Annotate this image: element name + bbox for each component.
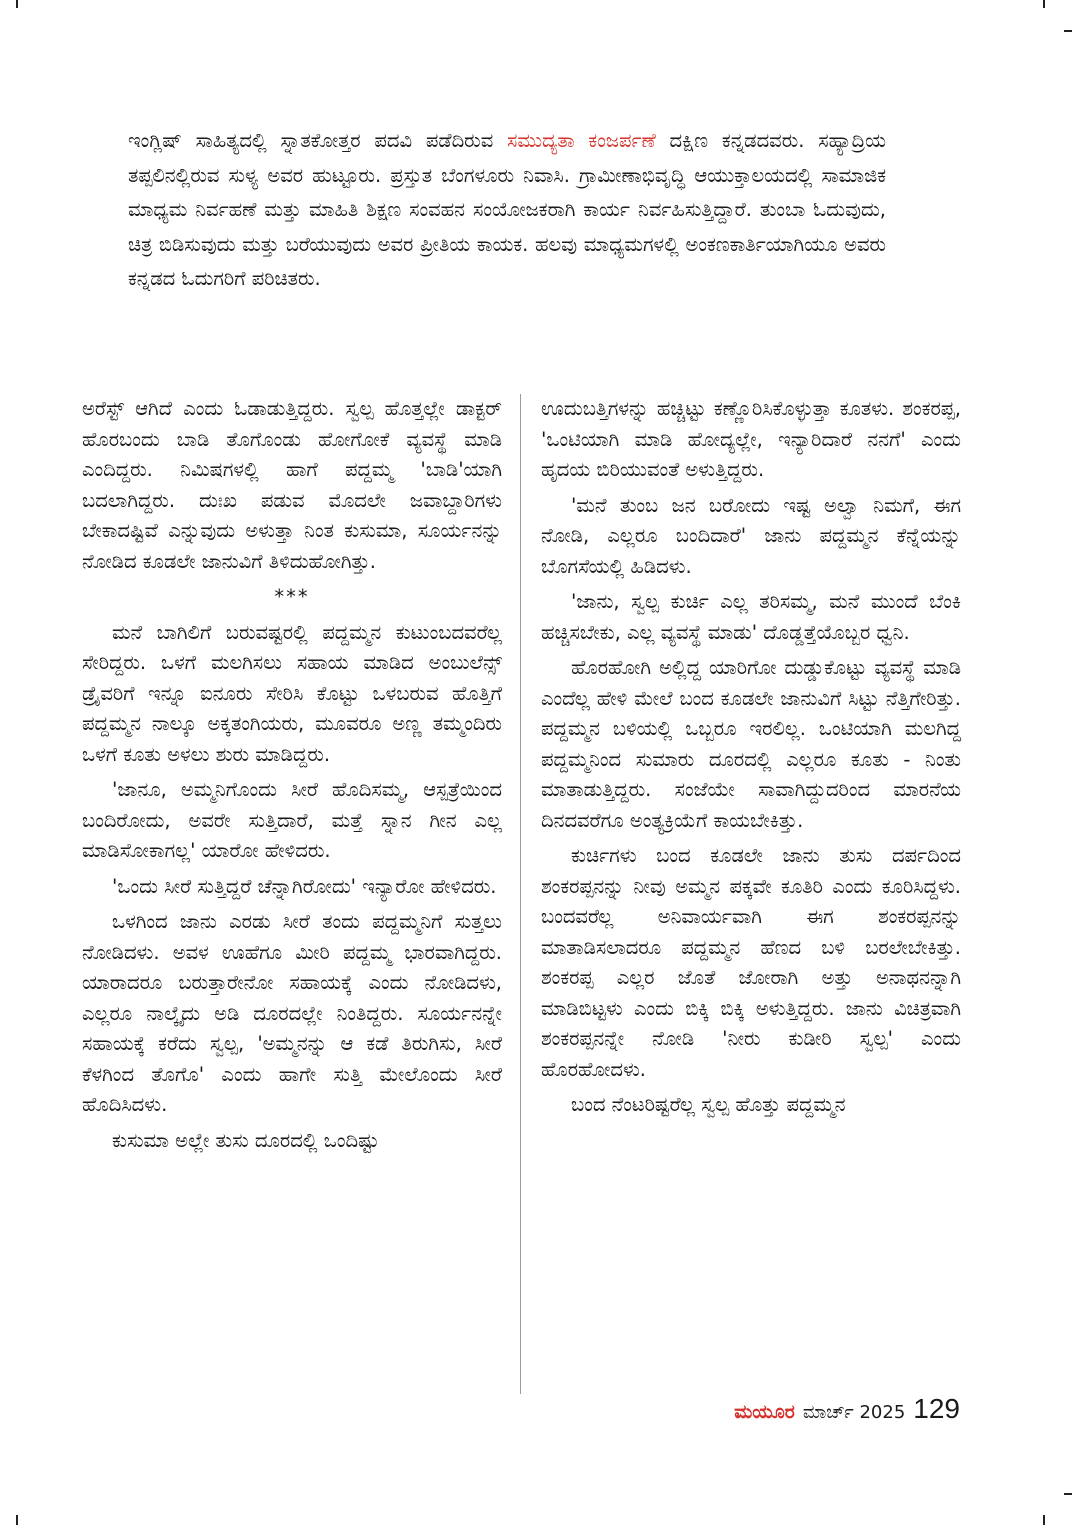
paragraph: 'ಜಾನೂ, ಅಮ್ಮನಿಗೊಂದು ಸೀರೆ ಹೊದಿಸಮ್ಮ, ಆಸ್ಪತ್ರೆಯಿಂದ ಬಂದಿರೋದು, ಅವರೇ ಸುತ್ತಿದಾರೆ, ಮತ್ತೆ ಸ್ನಾನ ಗೀನ ಎಲ್ಲ ಮಾಡಿಸೋಕಾಗಲ್ಲ' ಯಾರೋ ಹೇಳಿದರು. (82, 778, 502, 862)
paragraph: 'ಒಂದು ಸೀರೆ ಸುತ್ತಿದ್ದರೆ ಚೆನ್ನಾಗಿರೋದು' ಇನ್ಯಾರೋ ಹೇಳಿದರು. (112, 874, 497, 898)
paragraph: 'ಮನೆ ತುಂಬ ಜನ ಬರೋದು ಇಷ್ಟ ಅಲ್ವಾ ನಿಮಗೆ, ಈಗ ನೋಡಿ, ಎಲ್ಲರೂ ಬಂದಿದಾರೆ' ಜಾನು ಪದ್ದಮ್ಮನ ಕೆನ್ನೆಯನ್ನು ಬೊಗಸೆಯಲ್ಲಿ ಹಿಡಿದಳು. (541, 493, 961, 578)
paragraph: ಮನೆ ಬಾಗಿಲಿಗೆ ಬರುವಷ್ಟರಲ್ಲಿ ಪದ್ದಮ್ಮನ ಕುಟುಂಬದವರೆಲ್ಲ ಸೇರಿದ್ದರು. ಒಳಗೆ ಮಲಗಿಸಲು ಸಹಾಯ ಮಾಡಿದ ಅಂಬುಲೆನ್ಸ್ ಡ್ರೈವರಿಗೆ ಇನ್ನೂ ಐನೂರು ಸೇರಿಸಿ ಕೊಟ್ಟು ಒಳಬರುವ ಹೊತ್ತಿಗೆ ಪದ್ದಮ್ಮನ ನಾಲ್ಕೂ ಅಕ್ಕತಂಗಿಯರು, ಮೂವರೂ ಅಣ್ಣ ತಮ್ಮಂದಿರು ಒಳಗೆ ಕೂತು ಅಳಲು ಶುರು ಮಾಡಿದ್ದರು. (82, 620, 502, 766)
paragraph: 'ಜಾನು, ಸ್ವಲ್ಪ ಕುರ್ಚಿ ಎಲ್ಲ ತರಿಸಮ್ಮ, ಮನೆ ಮುಂದೆ ಬೆಂಕಿ ಹಚ್ಚಿಸಬೇಕು, ಎಲ್ಲ ವ್ಯವಸ್ಥೆ ಮಾಡು' ದೊಡ್ಡತ್ತೆಯೊಬ್ಬರ ಧ್ವನಿ. (541, 590, 961, 644)
column-divider (520, 394, 521, 1394)
paragraph: ಅರೆಸ್ಟ್ ಆಗಿದೆ ಎಂದು ಓಡಾಡುತ್ತಿದ್ದರು. ಸ್ವಲ್ಪ ಹೊತ್ತಲ್ಲೇ ಡಾಕ್ಟರ್ ಹೊರಬಂದು ಬಾಡಿ ತೊಗೊಂಡು ಹೋಗೋಕೆ ವ್ಯವಸ್ಥೆ ಮಾಡಿ ಎಂದಿದ್ದರು. ನಿಮಿಷಗಳಲ್ಲಿ ಹಾಗೆ ಪದ್ದಮ್ಮ 'ಬಾಡಿ'ಯಾಗಿ ಬದಲಾಗಿದ್ದರು. ದುಃಖ ಪಡುವ ಮೊದಲೇ ಜವಾಬ್ದಾರಿಗಳು ಬೇಕಾದಷ್ಟಿವೆ ಎನ್ನುವುದು ಅಳುತ್ತಾ ನಿಂತ ಕುಸುಮಾ, ಸೂರ್ಯನನ್ನು ನೋಡಿದ ಕೂಡಲೇ ಜಾನುವಿಗೆ ತಿಳಿದುಹೋಗಿತ್ತು. (82, 397, 502, 573)
crop-mark-bottom-right (1043, 1515, 1045, 1525)
crop-mark-top-right (1043, 0, 1045, 8)
crop-mark-bottom-left (16, 1515, 18, 1525)
paragraph: ಹೊರಹೋಗಿ ಅಲ್ಲಿದ್ದ ಯಾರಿಗೋ ದುಡ್ಡುಕೊಟ್ಟು ವ್ಯವಸ್ಥೆ ಮಾಡಿ ಎಂದೆಲ್ಲ ಹೇಳಿ ಮೇಲೆ ಬಂದ ಕೂಡಲೇ ಜಾನುವಿಗೆ ಸಿಟ್ಟು ನೆತ್ತಿಗೇರಿತ್ತು. ಪದ್ದಮ್ಮನ ಬಳಿಯಲ್ಲಿ ಒಬ್ಬರೂ ಇರಲಿಲ್ಲ. ಒಂಟಿಯಾಗಿ ಮಲಗಿದ್ದ ಪದ್ದಮ್ಮನಿಂದ ಸುಮಾರು ದೂರದಲ್ಲಿ ಎಲ್ಲರೂ ಕೂತು - ನಿಂತು ಮಾತಾಡುತ್ತಿದ್ದರು. ಸಂಜೆಯೇ ಸಾವಾಗಿದ್ದುದರಿಂದ ಮಾರನೆಯ ದಿನದವರೆಗೂ ಅಂತ್ಯಕ್ರಿಯೆಗೆ ಕಾಯಬೇಕಿತ್ತು. (541, 656, 961, 832)
paragraph: ಬಂದ ನೆಂಟರಿಷ್ಟರೆಲ್ಲ ಸ್ವಲ್ಪ ಹೊತ್ತು ಪದ್ದಮ್ಮನ (571, 1093, 846, 1116)
author-bio (128, 124, 886, 297)
right-column (541, 394, 961, 1126)
paragraph: ಒಳಗಿಂದ ಜಾನು ಎರಡು ಸೀರೆ ತಂದು ಪದ್ದಮ್ಮನಿಗೆ ಸುತ್ತಲು ನೋಡಿದಳು. ಅವಳ ಊಹೆಗೂ ಮೀರಿ ಪದ್ದಮ್ಮ ಭಾರವಾಗಿದ್ದರು. ಯಾರಾದರೂ ಬರುತ್ತಾರೇನೋ ಸಹಾಯಕ್ಕೆ ಎಂದು ನೋಡಿದಳು, ಎಲ್ಲರೂ ನಾಲ್ಕೈದು ಅಡಿ ದೂರದಲ್ಲೇ ನಿಂತಿದ್ದರು. ಸೂರ್ಯನನ್ನೇ ಸಹಾಯಕ್ಕೆ ಕರೆದು ಸ್ವಲ್ಪ, 'ಅಮ್ಮನನ್ನು ಆ ಕಡೆ ತಿರುಗಿಸು, ಸೀರೆ ಕೆಳಗಿಂದ ತೊಗೊ' ಎಂದು ಹಾಗೇ ಸುತ್ತಿ ಮೇಲೊಂದು ಸೀರೆ ಹೊದಿಸಿದಳು. (82, 910, 502, 1116)
magazine-name: ಮಯೂರ (734, 1401, 795, 1423)
section-separator: *** (274, 585, 310, 608)
author-bio-intro: ಇಂಗ್ಲಿಷ್ ಸಾಹಿತ್ಯದಲ್ಲಿ ಸ್ನಾತಕೋತ್ತರ ಪದವಿ ಪಡೆದಿರುವ (128, 129, 508, 152)
page-number: 129 (913, 1393, 960, 1424)
paragraph: ಕುರ್ಚಿಗಳು ಬಂದ ಕೂಡಲೇ ಜಾನು ತುಸು ದರ್ಪದಿಂದ ಶಂಕರಪ್ಪನನ್ನು ನೀವು ಅಮ್ಮನ ಪಕ್ಕವೇ ಕೂತಿರಿ ಎಂದು ಕೂರಿಸಿದ್ದಳು. ಬಂದವರೆಲ್ಲ ಅನಿವಾರ್ಯವಾಗಿ ಈಗ ಶಂಕರಪ್ಪನನ್ನು ಮಾತಾಡಿಸಲಾದರೂ ಪದ್ದಮ್ಮನ ಹೆಣದ ಬಳಿ ಬರಲೇಬೇಕಿತ್ತು. ಶಂಕರಪ್ಪ ಎಲ್ಲರ ಜೊತೆ ಜೋರಾಗಿ ಅತ್ತು ಅನಾಥನನ್ನಾಗಿ ಮಾಡಿಬಿಟ್ಟಳು ಎಂದು ಬಿಕ್ಕಿ ಬಿಕ್ಕಿ ಅಳುತ್ತಿದ್ದರು. ಜಾನು ವಿಚಿತ್ರವಾಗಿ ಶಂಕರಪ್ಪನನ್ನೇ ನೋಡಿ 'ನೀರು ಕುಡೀರಿ ಸ್ವಲ್ಪ' ಎಂದು ಹೊರಹೋದಳು. (541, 844, 961, 1081)
issue-date: ಮಾರ್ಚ್ 2025 (802, 1402, 906, 1423)
paragraph: ಕುಸುಮಾ ಅಲ್ಲೇ ತುಸು ದೂರದಲ್ಲಿ ಒಂದಿಷ್ಟು (112, 1128, 379, 1152)
paragraph: ಊದುಬತ್ತಿಗಳನ್ನು ಹಚ್ಚಿಟ್ಟು ಕಣ್ಣೊರಿಸಿಕೊಳ್ಳುತ್ತಾ ಕೂತಳು. ಶಂಕರಪ್ಪ, 'ಒಂಟಿಯಾಗಿ ಮಾಡಿ ಹೋದ್ಯಲ್ಲೇ, ಇನ್ಯಾರಿದಾರೆ ನನಗೆ' ಎಂದು ಹೃದಯ ಬಿರಿಯುವಂತೆ ಅಳುತ್ತಿದ್ದರು. (541, 397, 961, 481)
crop-mark-right-lower (1064, 1493, 1072, 1495)
crop-mark-right-upper (1064, 30, 1072, 32)
crop-mark-top-left (16, 0, 18, 8)
page-footer (734, 1393, 960, 1425)
left-column (82, 394, 502, 1161)
author-bio-rest: ದಕ್ಷಿಣ ಕನ್ನಡದವರು. ಸಹ್ಯಾದ್ರಿಯ ತಪ್ಪಲಿನಲ್ಲಿರುವ ಸುಳ್ಯ ಅವರ ಹುಟ್ಟೂರು. ಪ್ರಸ್ತುತ ಬೆಂಗಳೂರು ನಿವಾಸಿ. ಗ್ರಾಮೀಣಾಭಿವೃದ್ಧಿ ಆಯುಕ್ತಾಲಯದಲ್ಲಿ ಸಾಮಾಜಿಕ ಮಾಧ್ಯಮ ನಿರ್ವಹಣೆ ಮತ್ತು ಮಾಹಿತಿ ಶಿಕ್ಷಣ ಸಂವಹನ ಸಂಯೋಜಕರಾಗಿ ಕಾರ್ಯ ನಿರ್ವಹಿಸುತ್ತಿದ್ದಾರೆ. ತುಂಬಾ ಓದುವುದು, ಚಿತ್ರ ಬಿಡಿಸುವುದು ಮತ್ತು ಬರೆಯುವುದು ಅವರ ಪ್ರೀತಿಯ ಕಾಯಕ. ಹಲವು ಮಾಧ್ಯಮಗಳಲ್ಲಿ ಅಂಕಣಕಾರ್ತಿಯಾಗಿಯೂ ಅವರು ಕನ್ನಡದ ಓದುಗರಿಗೆ ಪರಿಚಿತರು. (128, 129, 887, 290)
author-name: ಸಮುದ್ಯತಾ ಕಂಜರ್ಪಣೆ (507, 129, 656, 152)
